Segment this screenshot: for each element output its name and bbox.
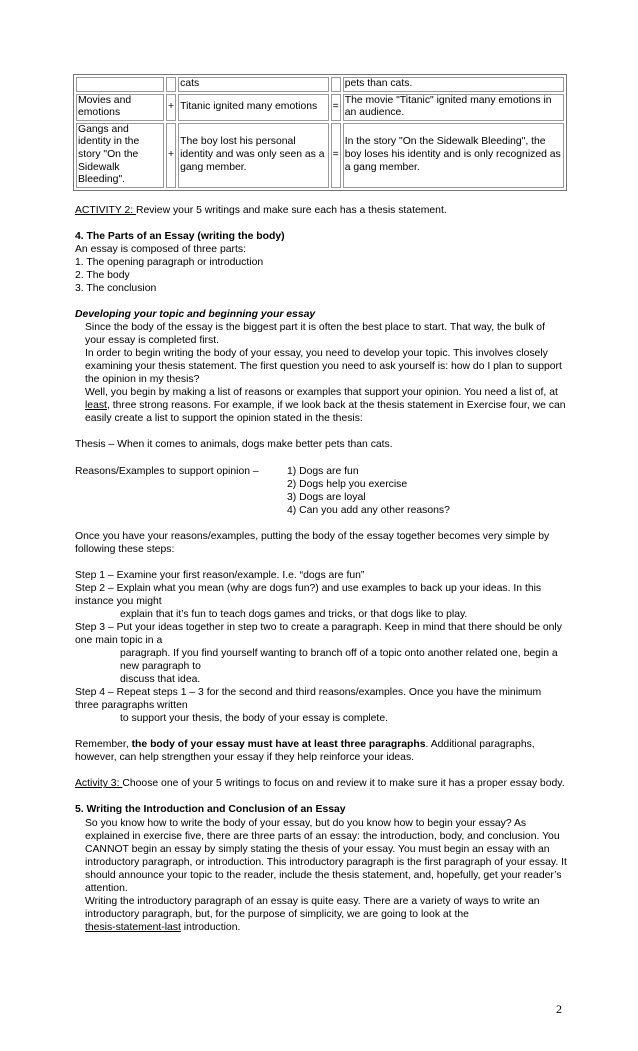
- section-5-heading: 5. Writing the Introduction and Conclusion of an Essay: [75, 804, 346, 816]
- reasons-list: [287, 465, 450, 517]
- section-4-part-3: 3. The conclusion: [75, 282, 157, 294]
- steps-intro: Once you have your reasons/examples, putting the body of the essay together becomes very simple by following these steps:: [75, 530, 550, 555]
- activity-3: [75, 777, 567, 790]
- step-3: Step 3 – Put your ideas together in step two to create a paragraph. Keep in mind that there should be only one main topic in a: [75, 621, 562, 647]
- activity-3-text: Choose one of your 5 writings to focus on and review it to make sure it has a proper essay body.: [122, 778, 565, 790]
- step-4-continued: to support your thesis, the body of your essay is complete.: [120, 713, 388, 725]
- table-cell-detail: cats: [178, 77, 329, 92]
- table-cell-plus: +: [166, 94, 176, 121]
- table-row: [76, 123, 564, 188]
- table-cell-sentence: The movie "Titanic" ignited many emotions in an audience.: [343, 94, 564, 121]
- step-2: Step 2 – Explain what you mean (why are dogs fun?) and use examples to back up your ideas. In this instance you might: [75, 582, 542, 607]
- section-5-paragraph-2: [75, 895, 567, 934]
- step-2-continued: explain that it’s fun to teach dogs games and tricks, or that dogs like to play.: [120, 608, 468, 620]
- remember-bold: the body of your essay must have at least three paragraphs: [131, 739, 426, 751]
- table-cell-equals: [331, 77, 341, 92]
- document-page: [75, 74, 567, 934]
- page-number: 2: [556, 1002, 562, 1016]
- developing-p3-text-b: , three strong reasons. For example, if we look back at the thesis statement in Exercise four, we can easily create a list to support the opinion stated in the thesis:: [85, 400, 566, 425]
- table-row: [76, 77, 564, 92]
- table-cell-plus: [166, 77, 176, 92]
- section-4-part-1: 1. The opening paragraph or introduction: [75, 256, 264, 268]
- table-cell-sentence: pets than cats.: [343, 77, 564, 92]
- table-cell-topic: [76, 77, 164, 92]
- developing-p3-underlined: least: [85, 400, 107, 412]
- section-5-p2-end: introduction.: [180, 921, 241, 933]
- activity-3-label: Activity 3:: [75, 778, 123, 790]
- table-row: [76, 94, 564, 121]
- section-4-intro: An essay is composed of three parts:: [75, 243, 246, 255]
- activity-2-text: Review your 5 writings and make sure each has a thesis statement.: [136, 204, 447, 216]
- activity-2-label: ACTIVITY 2:: [75, 204, 137, 216]
- remember-paragraph: [75, 738, 567, 764]
- table-cell-equals: =: [331, 123, 341, 188]
- step-1: Step 1 – Examine your first reason/example. I.e. “dogs are fun”: [75, 569, 365, 581]
- remember-text-c: . Additional paragraphs, however, can help strengthen your essay if they help reinforce your ideas.: [75, 739, 535, 764]
- section-5-p2-text: Writing the introductory paragraph of an essay is quite easy. There are a variety of ways to write an introductory paragraph, but, for the purpose of simplicity, we are going to look at the: [85, 895, 540, 920]
- table-cell-detail: Titanic ignited many emotions: [178, 94, 329, 121]
- section-4-part-2: 2. The body: [75, 269, 130, 281]
- comparison-table: [73, 74, 567, 191]
- developing-p3-text-a: Well, you begin by making a list of reasons or examples that support your opinion. You need a list of, at: [85, 387, 558, 399]
- section-4-heading: 4. The Parts of an Essay (writing the body): [75, 230, 285, 242]
- developing-paragraph-1: Since the body of the essay is the biggest part it is often the best place to start. That way, the bulk of your essay is completed first.: [85, 322, 545, 347]
- table-cell-topic: Movies and emotions: [76, 94, 164, 121]
- table-cell-plus: +: [166, 123, 176, 188]
- reason-item: 2) Dogs help you exercise: [287, 478, 408, 490]
- reasons-block: [75, 465, 567, 517]
- table-cell-sentence: In the story "On the Sidewalk Bleeding", the boy loses his identity and is only recognized as a gang member.: [343, 123, 564, 188]
- step-3-continued-2: discuss that idea.: [120, 674, 201, 686]
- reason-item: 1) Dogs are fun: [287, 465, 359, 477]
- reason-item: 3) Dogs are loyal: [287, 491, 366, 503]
- section-5-p2-underlined: thesis-statement-last: [85, 921, 181, 933]
- developing-paragraph-3: [75, 386, 567, 425]
- reasons-label: Reasons/Examples to support opinion –: [75, 465, 259, 477]
- developing-paragraph-2: In order to begin writing the body of your essay, you need to develop your topic. This involves closely examining your thesis statement. The first question you need to ask yourself is: how do I plan to support the opinion in my thesis?: [85, 348, 562, 386]
- thesis-statement: Thesis – When it comes to animals, dogs make better pets than cats.: [75, 439, 393, 451]
- activity-2: [75, 204, 567, 217]
- table-cell-detail: The boy lost his personal identity and was only seen as a gang member.: [178, 123, 329, 188]
- table-cell-equals: =: [331, 94, 341, 121]
- table-body: [76, 77, 564, 188]
- step-3-continued: paragraph. If you find yourself wanting to branch off of a topic onto another related one, begin a new paragraph to: [120, 648, 558, 673]
- remember-text-a: Remember,: [75, 739, 132, 751]
- section-5-paragraph-1: So you know how to write the body of your essay, but do you know how to begin your essay? As explained in exercise five, there are three parts of an essay: the introduction, body, and conclusion. You CANNOT begin an essay by simply stating the thesis of your essay. You must begin an essay with an introductory paragraph, or introduction. This introductory paragraph is the first paragraph of your essay. It should announce your topic to the reader, include the thesis statement, and, hopefully, get your reader’s attention.: [85, 817, 567, 894]
- step-4: Step 4 – Repeat steps 1 – 3 for the second and third reasons/examples. Once you have the minimum three paragraphs written: [75, 687, 542, 712]
- developing-heading: Developing your topic and beginning your essay: [75, 309, 316, 321]
- table-cell-topic: Gangs and identity in the story "On the Sidewalk Bleeding".: [76, 123, 164, 188]
- reason-item: 4) Can you add any other reasons?: [287, 504, 450, 516]
